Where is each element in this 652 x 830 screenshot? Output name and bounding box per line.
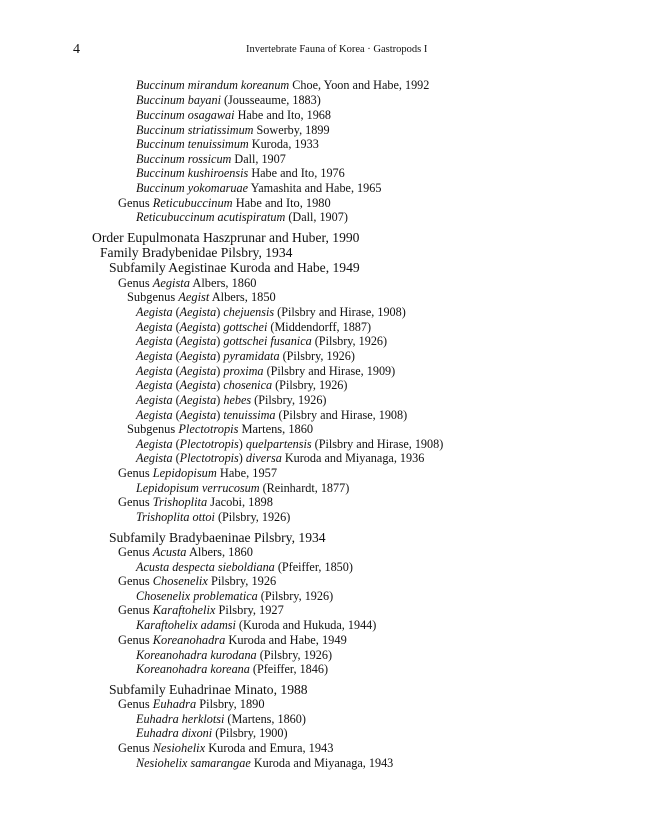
subgenus-entry: [127, 290, 276, 304]
taxon-author: (Martens, 1860): [227, 712, 306, 726]
species-name: Buccinum kushiroensis: [136, 166, 249, 180]
species-entry: [136, 756, 393, 770]
taxon-rank: Genus: [118, 697, 150, 711]
species-entry: [136, 481, 349, 495]
species-entry: [136, 152, 286, 166]
species-entry: Aegista (Aegista) gottschei fusanica (Pilsbry, 1926): [136, 334, 388, 348]
taxon-author: (Pilsbry, 1926): [260, 589, 334, 603]
taxon-rank: Genus: [118, 633, 150, 647]
species-entry: [136, 648, 332, 662]
species-entry: [136, 662, 328, 676]
taxon-author: (Pilsbry, 1926): [314, 334, 388, 348]
subgenus-name: Aegista: [179, 378, 217, 392]
genus-entry: [118, 741, 333, 755]
taxon-name: Chosenelix: [152, 574, 208, 588]
taxon-name: Aegista: [152, 276, 190, 290]
taxon-rank: Genus: [118, 196, 150, 210]
species-entry: Aegista (Aegista) tenuissima (Pilsbry and Hirase, 1908): [136, 408, 408, 422]
taxon-name: Euhadra: [152, 697, 197, 711]
taxon-author: Habe and Ito, 1980: [235, 196, 331, 210]
species-entry: [136, 78, 429, 92]
taxon-author: Pilsbry, 1926: [210, 574, 277, 588]
genus-name: Aegista: [136, 393, 173, 407]
taxon-rank: Genus: [118, 741, 150, 755]
taxon-name: Trishoplita: [152, 495, 208, 509]
genus-entry: [118, 633, 347, 647]
species-epithet: chosenica: [223, 378, 273, 392]
species-epithet: hebes: [223, 393, 252, 407]
species-name: Buccinum mirandum koreanum: [136, 78, 290, 92]
taxon-author: (Pilsbry and Hirase, 1908): [314, 437, 444, 451]
taxon-rank: Genus: [118, 603, 150, 617]
taxon-rank: Genus: [118, 276, 150, 290]
taxon-author: (Pilsbry, 1926): [282, 349, 355, 363]
taxon-author: Albers, 1860: [188, 545, 253, 559]
subgenus-entry: [127, 422, 313, 436]
subfamily-entry: [109, 530, 326, 546]
taxon-author: (Pilsbry and Hirase, 1909): [266, 364, 396, 378]
species-entry: [136, 726, 288, 740]
taxon-author: Albers, 1850: [211, 290, 276, 304]
species-name: Euhadra herklotsi: [136, 712, 225, 726]
taxon-author: (Pilsbry, 1926): [254, 393, 327, 407]
genus-name: Aegista: [136, 349, 173, 363]
species-epithet: tenuissima: [223, 408, 276, 422]
genus-entry: [118, 574, 276, 588]
species-epithet: chejuensis: [223, 305, 275, 319]
taxon-author: (Pfeiffer, 1850): [277, 560, 353, 574]
taxon-author: Kuroda and Emura, 1943: [208, 741, 334, 755]
taxon-rank: Genus: [118, 466, 150, 480]
taxon-rank: Genus: [118, 545, 150, 559]
species-name: Buccinum tenuissimum: [136, 137, 249, 151]
genus-name: Aegista: [136, 378, 173, 392]
species-name: Koreanohadra kurodana: [136, 648, 257, 662]
taxon-author: Pilsbry, 1890: [199, 697, 265, 711]
species-name: Trishoplita ottoi: [136, 510, 215, 524]
taxon-rank: Subgenus: [127, 290, 176, 304]
taxon-author: (Middendorff, 1887): [270, 320, 372, 334]
species-entry: Aegista (Plectotropis) quelpartensis (Pilsbry and Hirase, 1908): [136, 437, 444, 451]
page-number: 4: [73, 42, 80, 57]
taxon-author: (Pilsbry and Hirase, 1908): [277, 305, 406, 319]
species-name: Euhadra dixoni: [136, 726, 213, 740]
species-entry: Aegista (Aegista) proxima (Pilsbry and Hirase, 1909): [136, 364, 396, 378]
species-epithet: gottschei: [223, 320, 268, 334]
taxon-author: Albers, 1860: [192, 276, 257, 290]
taxon-name: Nesiohelix: [152, 741, 206, 755]
genus-entry: [118, 276, 256, 290]
species-entry: [136, 181, 381, 195]
species-name: Buccinum bayani: [136, 93, 221, 107]
subfamily-entry: [109, 260, 360, 276]
species-entry: Aegista (Aegista) gottschei (Middendorff, 1887): [136, 320, 372, 334]
taxon-name: Lepidopisum: [152, 466, 217, 480]
genus-name: Aegista: [136, 451, 173, 465]
taxon-heading: Order Eupulmonata Haszprunar and Huber, 1990: [92, 230, 360, 245]
taxon-author: Dall, 1907: [234, 152, 286, 166]
species-entry: [136, 93, 321, 107]
species-epithet: pyramidata: [223, 349, 280, 363]
genus-name: Aegista: [136, 334, 173, 348]
taxon-author: (Pilsbry, 1926): [275, 378, 348, 392]
family-entry: [100, 245, 292, 261]
subfamily-entry: [109, 682, 308, 698]
species-epithet: gottschei fusanica: [223, 334, 312, 348]
genus-name: Aegista: [136, 320, 173, 334]
species-entry: [136, 166, 345, 180]
species-entry: Aegista (Aegista) chejuensis (Pilsbry and Hirase, 1908): [136, 305, 406, 319]
species-name: Reticubuccinum acutispiratum: [136, 210, 286, 224]
species-entry: [136, 137, 319, 151]
genus-entry: [118, 545, 253, 559]
taxon-author: Jacobi, 1898: [210, 495, 273, 509]
species-name: Buccinum striatissimum: [136, 123, 254, 137]
species-name: Lepidopisum verrucosum: [136, 481, 260, 495]
species-entry: [136, 712, 306, 726]
genus-name: Aegista: [136, 408, 173, 422]
subgenus-name: Aegista: [179, 334, 217, 348]
species-epithet: diversa: [245, 451, 282, 465]
species-entry: [136, 589, 333, 603]
subgenus-name: Aegista: [179, 393, 217, 407]
taxon-author: (Pilsbry, 1900): [215, 726, 288, 740]
taxon-author: (Jousseaume, 1883): [224, 93, 321, 107]
species-name: Chosenelix problematica: [136, 589, 258, 603]
taxon-rank: Subgenus: [127, 422, 176, 436]
species-name: Buccinum yokomaruae: [136, 181, 249, 195]
taxon-author: (Kuroda and Hukuda, 1944): [238, 618, 377, 632]
species-entry: [136, 123, 330, 137]
taxon-heading: Subfamily Bradybaeninae Pilsbry, 1934: [109, 530, 326, 545]
genus-name: Aegista: [136, 305, 173, 319]
taxon-author: (Pfeiffer, 1846): [252, 662, 329, 676]
genus-name: Aegista: [136, 364, 173, 378]
taxon-rank: Genus: [118, 495, 150, 509]
species-entry: [136, 108, 331, 122]
taxon-author: Habe and Ito, 1968: [237, 108, 331, 122]
species-entry: Aegista (Plectotropis) diversa Kuroda and Miyanaga, 1936: [136, 451, 425, 465]
taxon-author: (Pilsbry and Hirase, 1908): [278, 408, 408, 422]
taxon-author: Yamashita and Habe, 1965: [250, 181, 382, 195]
taxon-author: Kuroda, 1933: [251, 137, 319, 151]
species-entry: [136, 618, 376, 632]
subgenus-name: Aegista: [179, 320, 217, 334]
taxon-rank: Genus: [118, 574, 150, 588]
subgenus-name: Aegista: [179, 408, 217, 422]
taxon-author: Sowerby, 1899: [256, 123, 330, 137]
species-name: Karaftohelix adamsi: [136, 618, 236, 632]
taxon-name: Koreanohadra: [152, 633, 226, 647]
species-entry: [136, 510, 290, 524]
species-epithet: proxima: [223, 364, 264, 378]
taxon-name: Acusta: [152, 545, 187, 559]
taxon-author: (Reinhardt, 1877): [262, 481, 350, 495]
genus-name: Aegista: [136, 437, 173, 451]
running-title: Invertebrate Fauna of Korea · Gastropods I: [246, 44, 428, 55]
species-epithet: quelpartensis: [245, 437, 312, 451]
taxon-heading: Subfamily Aegistinae Kuroda and Habe, 1949: [109, 260, 360, 275]
species-entry: Aegista (Aegista) hebes (Pilsbry, 1926): [136, 393, 327, 407]
genus-entry: [118, 697, 265, 711]
species-entry: Aegista (Aegista) chosenica (Pilsbry, 1926): [136, 378, 348, 392]
taxon-author: Choe, Yoon and Habe, 1992: [292, 78, 430, 92]
genus-entry: [118, 466, 277, 480]
subgenus-name: Aegista: [179, 349, 217, 363]
taxon-author: Habe, 1957: [219, 466, 278, 480]
taxon-author: (Dall, 1907): [288, 210, 348, 224]
order-entry: [92, 230, 359, 246]
taxon-name: Karaftohelix: [152, 603, 216, 617]
taxon-heading: Subfamily Euhadrinae Minato, 1988: [109, 682, 308, 697]
subgenus-name: Aegista: [179, 364, 217, 378]
subgenus-name: Plectotropis: [179, 451, 239, 465]
taxon-name: Reticubuccinum: [152, 196, 233, 210]
taxon-author: Kuroda and Miyanaga, 1943: [253, 756, 394, 770]
species-name: Nesiohelix samarangae: [136, 756, 251, 770]
taxon-author: Kuroda and Habe, 1949: [228, 633, 347, 647]
taxon-author: (Pilsbry, 1926): [217, 510, 291, 524]
species-entry: Aegista (Aegista) pyramidata (Pilsbry, 1926): [136, 349, 355, 363]
taxon-name: Aegist: [178, 290, 210, 304]
species-name: Buccinum osagawai: [136, 108, 235, 122]
taxon-author: Kuroda and Miyanaga, 1936: [284, 451, 425, 465]
genus-entry: [118, 495, 273, 509]
taxon-author: Pilsbry, 1927: [218, 603, 284, 617]
taxon-author: (Pilsbry, 1926): [259, 648, 333, 662]
species-entry: [136, 210, 348, 224]
taxon-name: Plectotropis: [178, 422, 239, 436]
taxon-author: Habe and Ito, 1976: [251, 166, 345, 180]
species-name: Acusta despecta sieboldiana: [136, 560, 275, 574]
species-name: Koreanohadra koreana: [136, 662, 250, 676]
genus-entry: [118, 196, 331, 210]
species-entry: [136, 560, 353, 574]
subgenus-name: Plectotropis: [179, 437, 239, 451]
genus-entry: [118, 603, 284, 617]
species-name: Buccinum rossicum: [136, 152, 232, 166]
subgenus-name: Aegista: [179, 305, 217, 319]
taxon-author: Martens, 1860: [241, 422, 314, 436]
taxon-heading: Family Bradybenidae Pilsbry, 1934: [100, 245, 293, 260]
